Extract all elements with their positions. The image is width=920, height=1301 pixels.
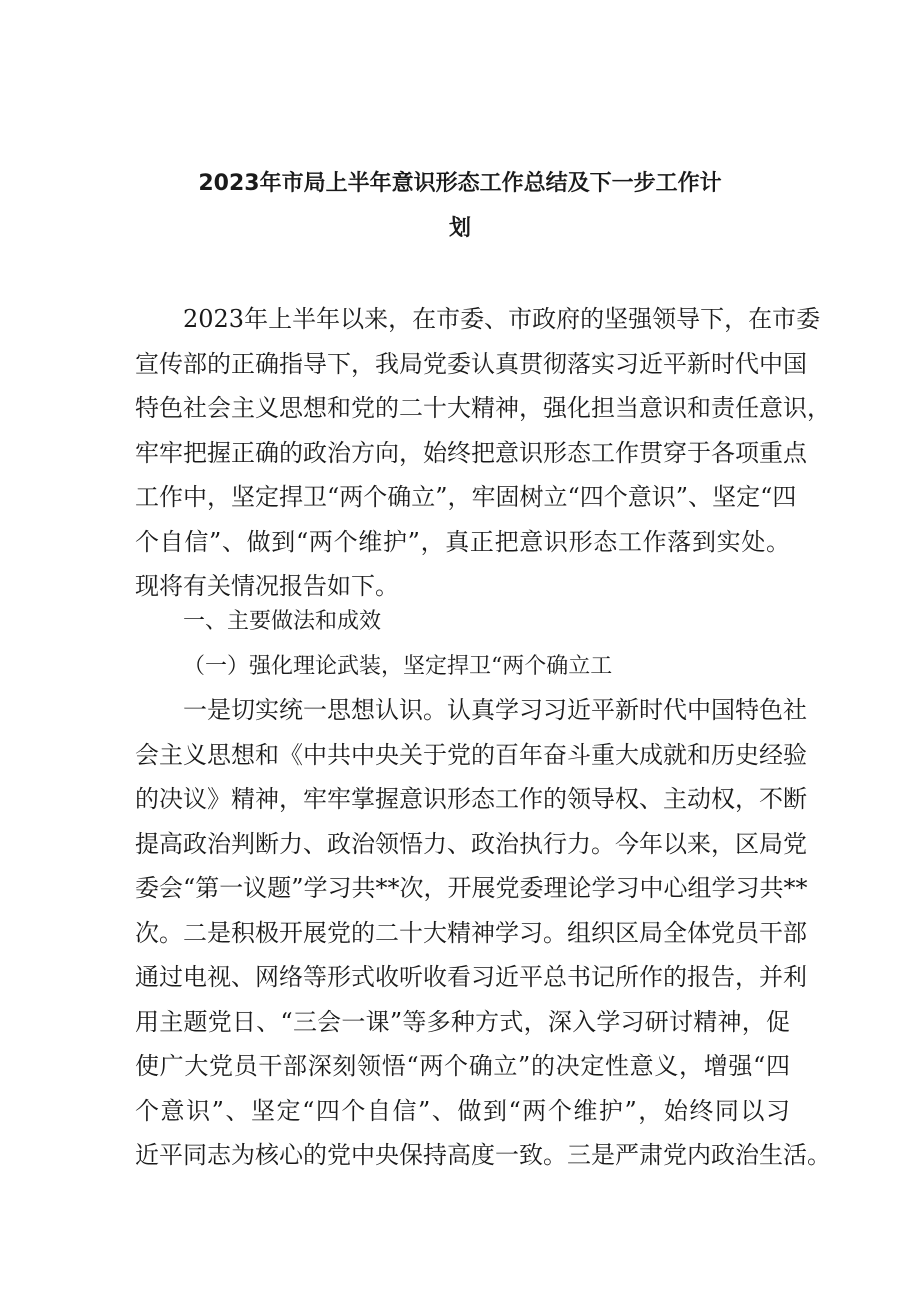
document-title-line-1: 2023年市局上半年意识形态工作总结及下一步工作计 (198, 171, 722, 196)
section-heading: 一、主要做法和成效 (183, 609, 382, 634)
text-line: 个意识”、坚定“四个自信”、做到“两个维护”，始终同以习 (135, 1096, 790, 1125)
text-line: 近平同志为核心的党中央保持高度一致。三是严肃党内政治生活。 (135, 1141, 831, 1169)
text-line: 提高政治判断力、政治领悟力、政治执行力。今年以来，区局党 (135, 829, 807, 858)
document-title-line-2: 划 (448, 216, 471, 241)
text-line: 牢牢把握正确的政治方向，始终把意识形态工作贯穿于各项重点 (135, 438, 807, 467)
text-line: 2023年上半年以来，在市委、市政府的坚强领导下，在市委 (183, 305, 821, 333)
text-line: 现将有关情况报告如下。 (135, 572, 399, 600)
text-line: 次。二是积极开展党的二十大精神学习。组织区局全体党员干部 (135, 918, 807, 947)
subsection-heading: （一）强化理论武装，坚定捍卫“两个确立工 (183, 654, 613, 679)
text-line: 宣传部的正确指导下，我局党委认真贯彻落实习近平新时代中国 (135, 349, 807, 378)
text-line: 的决议》精神，牢牢掌握意识形态工作的领导权、主动权，不断 (135, 785, 807, 813)
text-line: 个自信”、做到“两个维护”，真正把意识形态工作落到实处。 (135, 527, 790, 556)
text-line: 一是切实统一思想认识。认真学习习近平新时代中国特色社 (183, 696, 807, 724)
text-line: 通过电视、网络等形式收听收看习近平总书记所作的报告，并利 (135, 963, 807, 991)
text-line: 用主题党日、“三会一课”等多种方式，深入学习研讨精神，促 (135, 1007, 790, 1036)
text-line: 会主义思想和《中共中央关于党的百年奋斗重大成就和历史经验 (135, 740, 807, 769)
text-line: 工作中，坚定捍卫“两个确立”，牢固树立“四个意识”、坚定“四 (135, 483, 797, 511)
text-line: 使广大党员干部深刻领悟“两个确立”的决定性意义，增强“四 (135, 1052, 790, 1080)
text-line: 特色社会主义思想和党的二十大精神，强化担当意识和责任意识， (135, 394, 831, 422)
text-line: 委会“第一议题”学习共**次，开展党委理论学习中心组学习共** (135, 874, 808, 902)
